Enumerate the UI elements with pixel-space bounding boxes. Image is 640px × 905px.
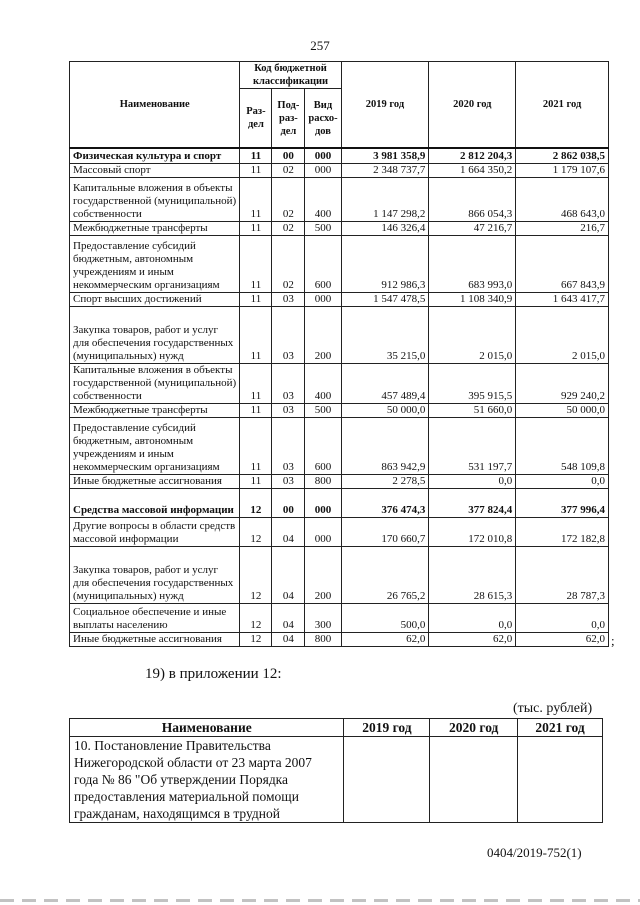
row-subsection: 03 bbox=[272, 474, 305, 488]
row-section: 11 bbox=[240, 403, 272, 417]
row-expense-type: 200 bbox=[305, 306, 341, 363]
header-section: Раз- дел bbox=[240, 89, 272, 149]
row-value-2019: 912 986,3 bbox=[341, 235, 429, 292]
row-name: Закупка товаров, работ и услуг для обеспечения государственных (муниципальных) нужд bbox=[70, 546, 240, 603]
row-section: 11 bbox=[240, 163, 272, 177]
row-section: 12 bbox=[240, 488, 272, 517]
trailing-semicolon: ; bbox=[611, 633, 615, 648]
page-number: 257 bbox=[310, 38, 330, 53]
row-name: Массовый спорт bbox=[70, 163, 240, 177]
row-section: 11 bbox=[240, 221, 272, 235]
row-value-2020: 0,0 bbox=[429, 603, 516, 632]
row-expense-type: 400 bbox=[305, 363, 341, 403]
row-value-2019: 1 547 478,5 bbox=[341, 292, 429, 306]
row-name: Предоставление субсидий бюджетным, автономным учреждениям и иным некоммерческим организациям bbox=[70, 235, 240, 292]
table-row bbox=[70, 292, 609, 306]
row-value-2021: 28 787,3 bbox=[516, 546, 609, 603]
row-section: 12 bbox=[240, 517, 272, 546]
row-subsection: 03 bbox=[272, 403, 305, 417]
row-expense-type: 600 bbox=[305, 235, 341, 292]
row-value-2021: 50 000,0 bbox=[516, 403, 609, 417]
row-value-2021: 216,7 bbox=[516, 221, 609, 235]
row-value-2019: 50 000,0 bbox=[341, 403, 429, 417]
row-expense-type: 000 bbox=[305, 163, 341, 177]
row-subsection: 03 bbox=[272, 417, 305, 474]
row-subsection: 04 bbox=[272, 546, 305, 603]
table-row bbox=[70, 235, 609, 292]
row-subsection: 04 bbox=[272, 517, 305, 546]
row-value-2020: 377 824,4 bbox=[429, 488, 516, 517]
table-row bbox=[70, 221, 609, 235]
row-value-2021: 2 015,0 bbox=[516, 306, 609, 363]
row-value-2020: 51 660,0 bbox=[429, 403, 516, 417]
row-name: Иные бюджетные ассигнования bbox=[70, 632, 240, 646]
table-row bbox=[70, 306, 609, 363]
row-value-2020: 28 615,3 bbox=[429, 546, 516, 603]
table-row bbox=[70, 403, 609, 417]
table-header-row bbox=[70, 719, 603, 737]
row-value-2021: 548 109,8 bbox=[516, 417, 609, 474]
table-row bbox=[70, 737, 603, 823]
row-section: 11 bbox=[240, 363, 272, 403]
row-value-2020: 47 216,7 bbox=[429, 221, 516, 235]
row-subsection: 02 bbox=[272, 235, 305, 292]
header-2020: 2020 год bbox=[430, 719, 518, 737]
row-value-2020: 395 915,5 bbox=[429, 363, 516, 403]
table-row bbox=[70, 148, 609, 163]
row-value-2019: 2 278,5 bbox=[341, 474, 429, 488]
row-expense-type: 000 bbox=[305, 292, 341, 306]
header-subsection: Под- раз- дел bbox=[272, 89, 305, 149]
row-value-2021: 2 862 038,5 bbox=[516, 148, 609, 163]
row-name: Средства массовой информации bbox=[70, 488, 240, 517]
row-name: Межбюджетные трансферты bbox=[70, 221, 240, 235]
header-2019: 2019 год bbox=[341, 62, 429, 149]
row-name: Спорт высших достижений bbox=[70, 292, 240, 306]
row-value-2021: 1 643 417,7 bbox=[516, 292, 609, 306]
row-value-2019: 62,0 bbox=[341, 632, 429, 646]
row-subsection: 03 bbox=[272, 363, 305, 403]
row-value-2021: 0,0 bbox=[516, 474, 609, 488]
table-row bbox=[70, 363, 609, 403]
table-header-row bbox=[70, 62, 609, 89]
row-value-2020: 2 015,0 bbox=[429, 306, 516, 363]
row-value-2019: 35 215,0 bbox=[341, 306, 429, 363]
row-name: Межбюджетные трансферты bbox=[70, 403, 240, 417]
row-subsection: 00 bbox=[272, 148, 305, 163]
row-section: 11 bbox=[240, 306, 272, 363]
row-value-2019 bbox=[344, 737, 430, 823]
row-value-2021: 1 179 107,6 bbox=[516, 163, 609, 177]
row-value-2019: 2 348 737,7 bbox=[341, 163, 429, 177]
row-section: 12 bbox=[240, 546, 272, 603]
row-section: 11 bbox=[240, 177, 272, 221]
row-value-2019: 1 147 298,2 bbox=[341, 177, 429, 221]
row-value-2020: 62,0 bbox=[429, 632, 516, 646]
header-name: Наименование bbox=[70, 719, 344, 737]
row-section: 12 bbox=[240, 603, 272, 632]
row-section: 11 bbox=[240, 148, 272, 163]
document-code: 0404/2019-752(1) bbox=[487, 845, 582, 860]
row-expense-type: 400 bbox=[305, 177, 341, 221]
row-value-2021: 377 996,4 bbox=[516, 488, 609, 517]
row-subsection: 00 bbox=[272, 488, 305, 517]
budget-classification-table bbox=[69, 61, 609, 647]
row-value-2020: 683 993,0 bbox=[429, 235, 516, 292]
row-expense-type: 800 bbox=[305, 632, 341, 646]
row-value-2020: 172 010,8 bbox=[429, 517, 516, 546]
header-code-group: Код бюджетной классификации bbox=[240, 62, 341, 89]
row-subsection: 03 bbox=[272, 292, 305, 306]
row-expense-type: 800 bbox=[305, 474, 341, 488]
table-row bbox=[70, 163, 609, 177]
row-section: 11 bbox=[240, 417, 272, 474]
row-name: Иные бюджетные ассигнования bbox=[70, 474, 240, 488]
row-expense-type: 600 bbox=[305, 417, 341, 474]
row-name: Предоставление субсидий бюджетным, автономным учреждениям и иным некоммерческим организациям bbox=[70, 417, 240, 474]
row-value-2019: 500,0 bbox=[341, 603, 429, 632]
row-expense-type: 500 bbox=[305, 221, 341, 235]
row-section: 12 bbox=[240, 632, 272, 646]
row-value-2020: 866 054,3 bbox=[429, 177, 516, 221]
row-value-2021: 62,0 bbox=[516, 632, 609, 646]
row-subsection: 02 bbox=[272, 177, 305, 221]
table-row bbox=[70, 177, 609, 221]
row-subsection: 04 bbox=[272, 632, 305, 646]
row-value-2021: 667 843,9 bbox=[516, 235, 609, 292]
row-value-2019: 376 474,3 bbox=[341, 488, 429, 517]
table-row bbox=[70, 546, 609, 603]
row-subsection: 02 bbox=[272, 221, 305, 235]
header-expense-type: Вид расхо- дов bbox=[305, 89, 341, 149]
header-2020: 2020 год bbox=[429, 62, 516, 149]
table-row bbox=[70, 517, 609, 546]
row-expense-type: 200 bbox=[305, 546, 341, 603]
row-value-2021: 468 643,0 bbox=[516, 177, 609, 221]
row-subsection: 02 bbox=[272, 163, 305, 177]
row-value-2020: 531 197,7 bbox=[429, 417, 516, 474]
row-expense-type: 000 bbox=[305, 148, 341, 163]
header-name: Наименование bbox=[70, 62, 240, 149]
row-name: Другие вопросы в области средств массовой информации bbox=[70, 517, 240, 546]
table-row bbox=[70, 488, 609, 517]
row-name: Социальное обеспечение и иные выплаты населению bbox=[70, 603, 240, 632]
row-value-2020: 1 108 340,9 bbox=[429, 292, 516, 306]
row-subsection: 03 bbox=[272, 306, 305, 363]
row-name: Капитальные вложения в объекты государственной (муниципальной) собственности bbox=[70, 363, 240, 403]
row-value-2019: 146 326,4 bbox=[341, 221, 429, 235]
row-expense-type: 300 bbox=[305, 603, 341, 632]
table-row bbox=[70, 417, 609, 474]
row-value-2020 bbox=[430, 737, 518, 823]
row-name: Закупка товаров, работ и услуг для обеспечения государственных (муниципальных) нужд bbox=[70, 306, 240, 363]
row-subsection: 04 bbox=[272, 603, 305, 632]
row-value-2019: 457 489,4 bbox=[341, 363, 429, 403]
row-value-2020: 1 664 350,2 bbox=[429, 163, 516, 177]
appendix-12-table bbox=[69, 718, 603, 823]
row-value-2021 bbox=[518, 737, 603, 823]
row-name: 10. Постановление Правительства Нижегородской области от 23 марта 2007 года № 86 "Об утверждении Порядка предоставления материальной помощи гражданам, находящимся в трудной bbox=[70, 737, 344, 823]
row-value-2019: 26 765,2 bbox=[341, 546, 429, 603]
table-row bbox=[70, 632, 609, 646]
row-value-2020: 2 812 204,3 bbox=[429, 148, 516, 163]
row-section: 11 bbox=[240, 292, 272, 306]
row-value-2020: 0,0 bbox=[429, 474, 516, 488]
header-2019: 2019 год bbox=[344, 719, 430, 737]
row-expense-type: 000 bbox=[305, 517, 341, 546]
header-2021: 2021 год bbox=[516, 62, 609, 149]
row-section: 11 bbox=[240, 235, 272, 292]
row-name: Физическая культура и спорт bbox=[70, 148, 240, 163]
row-name: Капитальные вложения в объекты государственной (муниципальной) собственности bbox=[70, 177, 240, 221]
row-value-2019: 3 981 358,9 bbox=[341, 148, 429, 163]
table-row bbox=[70, 474, 609, 488]
row-value-2019: 170 660,7 bbox=[341, 517, 429, 546]
row-expense-type: 000 bbox=[305, 488, 341, 517]
item-title: 19) в приложении 12: bbox=[145, 666, 282, 682]
row-value-2021: 0,0 bbox=[516, 603, 609, 632]
row-value-2021: 172 182,8 bbox=[516, 517, 609, 546]
header-2021: 2021 год bbox=[518, 719, 603, 737]
row-section: 11 bbox=[240, 474, 272, 488]
units-label: (тыс. рублей) bbox=[513, 701, 593, 716]
row-value-2019: 863 942,9 bbox=[341, 417, 429, 474]
scan-edge-artifact bbox=[0, 899, 640, 902]
row-value-2021: 929 240,2 bbox=[516, 363, 609, 403]
table-row bbox=[70, 603, 609, 632]
row-expense-type: 500 bbox=[305, 403, 341, 417]
